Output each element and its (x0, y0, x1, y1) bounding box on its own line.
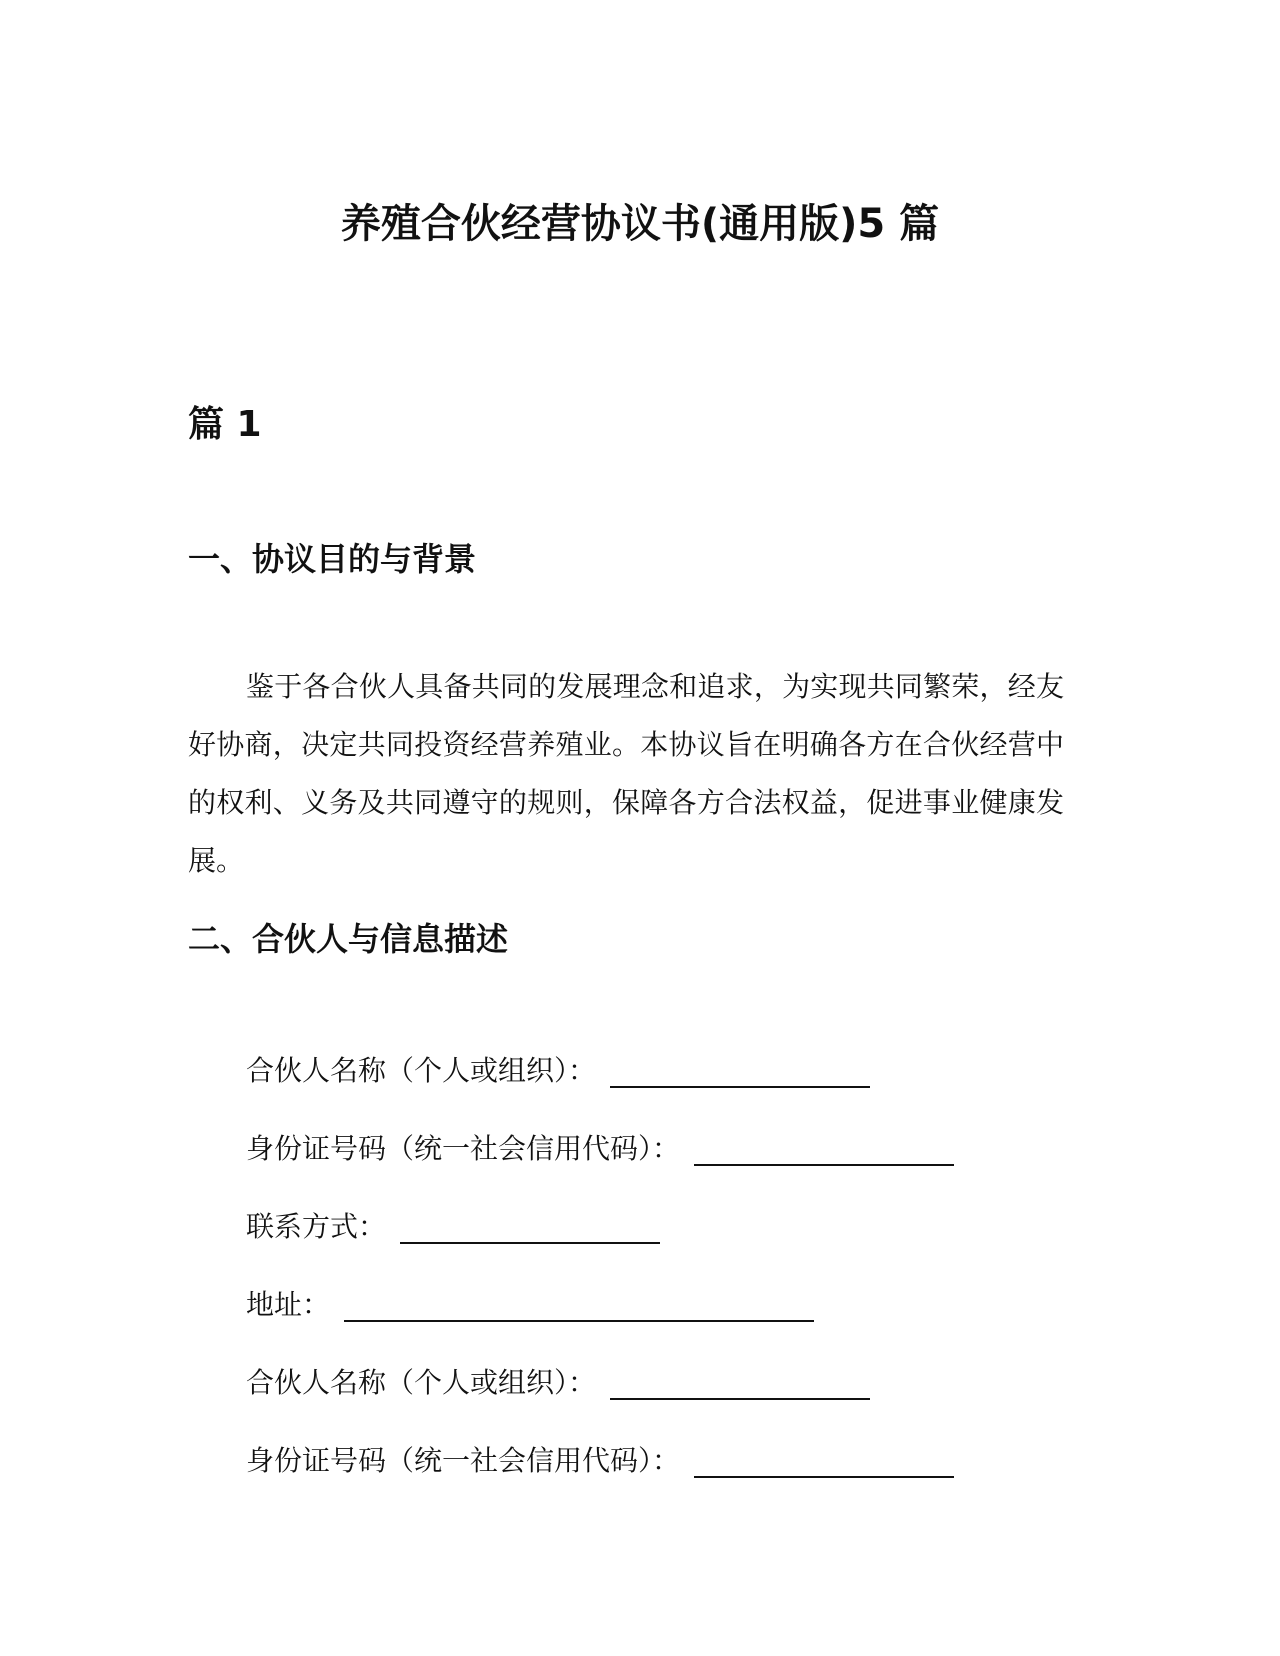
field-label: 身份证号码（统一社会信用代码）： (246, 1444, 681, 1477)
fill-in-blank[interactable] (610, 1054, 870, 1088)
field-label: 联系方式： (246, 1210, 387, 1243)
field-address (246, 1266, 954, 1344)
field-label: 合伙人名称（个人或组织）： (246, 1054, 597, 1087)
field-id-number (246, 1110, 954, 1188)
partner-info-fields (246, 1032, 954, 1500)
section-heading-purpose: 一、协议目的与背景 (188, 540, 477, 578)
field-partner-name (246, 1032, 954, 1110)
field-partner-name (246, 1344, 954, 1422)
field-id-number (246, 1422, 954, 1500)
field-contact (246, 1188, 954, 1266)
fill-in-blank[interactable] (344, 1288, 814, 1322)
field-label: 地址： (246, 1288, 331, 1321)
field-label: 合伙人名称（个人或组织）： (246, 1366, 597, 1399)
section-heading-partners: 二、合伙人与信息描述 (188, 920, 509, 958)
fill-in-blank[interactable] (694, 1132, 954, 1166)
part-heading: 篇 1 (188, 404, 262, 445)
fill-in-blank[interactable] (694, 1444, 954, 1478)
document-title: 养殖合伙经营协议书(通用版)5 篇 (340, 201, 940, 247)
purpose-paragraph: 鉴于各合伙人具备共同的发展理念和追求，为实现共同繁荣，经友好协商，决定共同投资经营养殖业。本协议旨在明确各方在合伙经营中的权利、义务及共同遵守的规则，保障各方合法权益，促进事业健康发展。 (188, 670, 1064, 877)
fill-in-blank[interactable] (610, 1366, 870, 1400)
field-label: 身份证号码（统一社会信用代码）： (246, 1132, 681, 1165)
fill-in-blank[interactable] (400, 1210, 660, 1244)
